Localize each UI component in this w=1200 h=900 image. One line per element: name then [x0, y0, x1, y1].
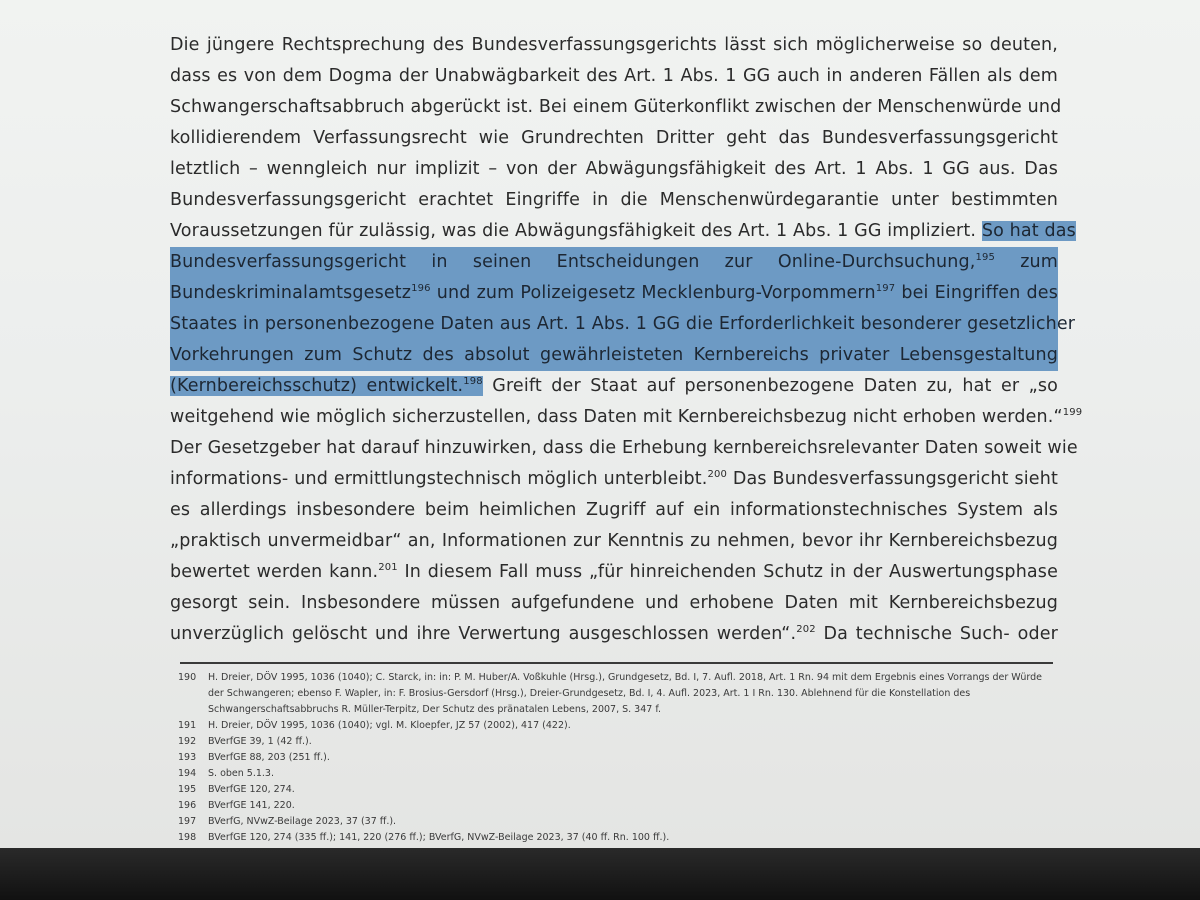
footnote-ref[interactable]: 198: [463, 376, 483, 387]
footnote: [178, 766, 1058, 782]
footnotes: [178, 670, 1058, 846]
footnote-ref[interactable]: 201: [378, 562, 398, 573]
text-line: es allerdings insbesondere beim heimlichen Zugriff auf ein informationstechnisches System als: [170, 500, 1058, 520]
highlighted-text[interactable]: So hat das: [981, 221, 1076, 241]
footnote-number: 192: [178, 736, 197, 747]
text-line: [170, 216, 1076, 247]
footnote-number: 197: [178, 816, 197, 827]
footnote-text: BVerfGE 141, 220.: [208, 800, 295, 811]
footnote-number: 196: [178, 800, 197, 811]
footnote: [178, 750, 1058, 766]
highlighted-text[interactable]: [170, 376, 483, 396]
footnote: [178, 734, 1058, 750]
footnote-text: H. Dreier, DÖV 1995, 1036 (1040); vgl. M. Kloepfer, JZ 57 (2002), 417 (422).: [208, 720, 571, 731]
footnote: [178, 830, 1058, 846]
footnote: [178, 782, 1058, 798]
text-run: weitgehend wie möglich sicherzustellen, dass Daten mit Kernbereichsbezug nicht erhoben werden.“: [170, 407, 1063, 427]
text-line: Bundesverfassungsgericht erachtet Eingriffe in die Menschenwürdegarantie unter bestimmten: [170, 190, 1058, 210]
text-run: In diesem Fall muss „für hinreichenden Schutz in der Auswertungsphase: [404, 562, 1058, 582]
text-line: Die jüngere Rechtsprechung des Bundesverfassungsgerichts lässt sich möglicherweise so deuten,: [170, 35, 1058, 55]
text-run: bei Eingriffen des: [901, 283, 1058, 303]
text-run: Das Bundesverfassungsgericht sieht: [732, 469, 1058, 489]
monitor-bezel: [0, 848, 1200, 900]
footnote-ref[interactable]: 200: [707, 469, 728, 480]
text-run: Voraussetzungen für zulässig, was die Abwägungsfähigkeit des Art. 1 Abs. 1 GG impliziert.: [170, 221, 977, 241]
document-body: [170, 30, 1083, 650]
text-run: und zum Polizeigesetz Mecklenburg-Vorpommern: [436, 283, 876, 303]
text-run: (Kernbereichsschutz) entwickelt.: [170, 376, 464, 396]
text-line: Der Gesetzgeber hat darauf hinzuwirken, dass die Erhebung kernbereichsrelevanter Daten soweit wie: [170, 438, 1078, 458]
footnote: [178, 670, 1058, 718]
footnote-text: BVerfG, NVwZ-Beilage 2023, 37 (37 ff.).: [208, 816, 397, 827]
highlighted-line[interactable]: [170, 278, 1058, 309]
text-line: „praktisch unvermeidbar“ an, Informationen zur Kenntnis zu nehmen, bevor ihr Kernbereichsbezug: [170, 531, 1058, 551]
footnote-text: S. oben 5.1.3.: [208, 768, 274, 779]
footnote-number: 190: [178, 672, 197, 683]
footnote-text: H. Dreier, DÖV 1995, 1036 (1040); C. Starck, in: in: P. M. Huber/A. Voßkuhle (Hrsg.), Grundgesetz, Bd. I, 7. Aufl. 2018, Art. 1 Rn. 94 mit dem Ergebnis eines Vorrangs der Würde der Schwangeren; ebenso F. Wapler, in: F. Brosius-Gersdorf (Hrsg.), Dreier-Grundgesetz, Bd. I, 4. Aufl. 2023, Art. 1 I Rn. 130. Ablehnend für die Konstellation des Schwangerschaftsabbruchs R. Müller-Terpitz, Der Schutz des pränatalen Lebens, 2007, S. 347 f.: [208, 672, 1042, 715]
footnote-number: 195: [178, 784, 197, 795]
text-run: Greift der Staat auf personenbezogene Daten zu, hat er „so: [492, 376, 1058, 396]
text-line: [170, 402, 1083, 433]
text-line: kollidierendem Verfassungsrecht wie Grundrechten Dritter geht das Bundesverfassungsgericht: [170, 128, 1058, 148]
text-run: bewertet werden kann.: [170, 562, 379, 582]
text-run: Bundesverfassungsgericht in seinen Entscheidungen zur Online-Durchsuchung,: [170, 252, 976, 272]
text-run: zum: [1020, 252, 1058, 272]
footnote-ref[interactable]: 195: [975, 252, 995, 263]
footnote-number: 193: [178, 752, 197, 763]
text-run: Da technische Such- oder: [823, 624, 1058, 644]
footnote-number: 194: [178, 768, 197, 779]
text-line: [170, 464, 1058, 495]
text-line: [170, 557, 1058, 588]
footnote-text: BVerfGE 39, 1 (42 ff.).: [208, 736, 312, 747]
highlighted-line[interactable]: Vorkehrungen zum Schutz des absolut gewährleisteten Kernbereichs privater Lebensgestaltung: [170, 340, 1058, 371]
footnote: [178, 814, 1058, 830]
footnote-ref[interactable]: 202: [796, 624, 816, 635]
text-line: gesorgt sein. Insbesondere müssen aufgefundene und erhobene Daten mit Kernbereichsbezug: [170, 593, 1058, 613]
text-line: Schwangerschaftsabbruch abgerückt ist. Bei einem Güterkonflikt zwischen der Menschenwürde und: [170, 97, 1062, 117]
footnote-ref[interactable]: 199: [1062, 407, 1083, 418]
text-line: [170, 371, 1058, 402]
footnote-text: BVerfGE 88, 203 (251 ff.).: [208, 752, 330, 763]
text-line: [170, 619, 1058, 650]
text-run: unverzüglich gelöscht und ihre Verwertung ausgeschlossen werden“.: [170, 624, 797, 644]
footnote: [178, 718, 1058, 734]
footnote-ref[interactable]: 196: [411, 283, 431, 294]
text-run: Bundeskriminalamtsgesetz: [170, 283, 412, 303]
highlighted-line[interactable]: Staates in personenbezogene Daten aus Art. 1 Abs. 1 GG die Erforderlichkeit besonderer gesetzlicher: [170, 309, 1058, 340]
footnote-separator: [180, 662, 1053, 664]
footnote-number: 198: [178, 832, 197, 843]
text-line: dass es von dem Dogma der Unabwägbarkeit des Art. 1 Abs. 1 GG auch in anderen Fällen als dem: [170, 66, 1058, 86]
footnote-number: 191: [178, 720, 197, 731]
text-run: informations- und ermittlungstechnisch möglich unterbleibt.: [170, 469, 708, 489]
footnote-text: BVerfGE 120, 274.: [208, 784, 295, 795]
footnote-text: BVerfGE 120, 274 (335 ff.); 141, 220 (276 ff.); BVerfG, NVwZ-Beilage 2023, 37 (40 ff. Rn. 100 ff.).: [208, 832, 670, 843]
highlighted-line[interactable]: [170, 247, 1058, 278]
footnote-ref[interactable]: 197: [875, 283, 896, 294]
footnote: [178, 798, 1058, 814]
text-line: letztlich – wenngleich nur implizit – von der Abwägungsfähigkeit des Art. 1 Abs. 1 GG aus. Das: [170, 159, 1058, 179]
